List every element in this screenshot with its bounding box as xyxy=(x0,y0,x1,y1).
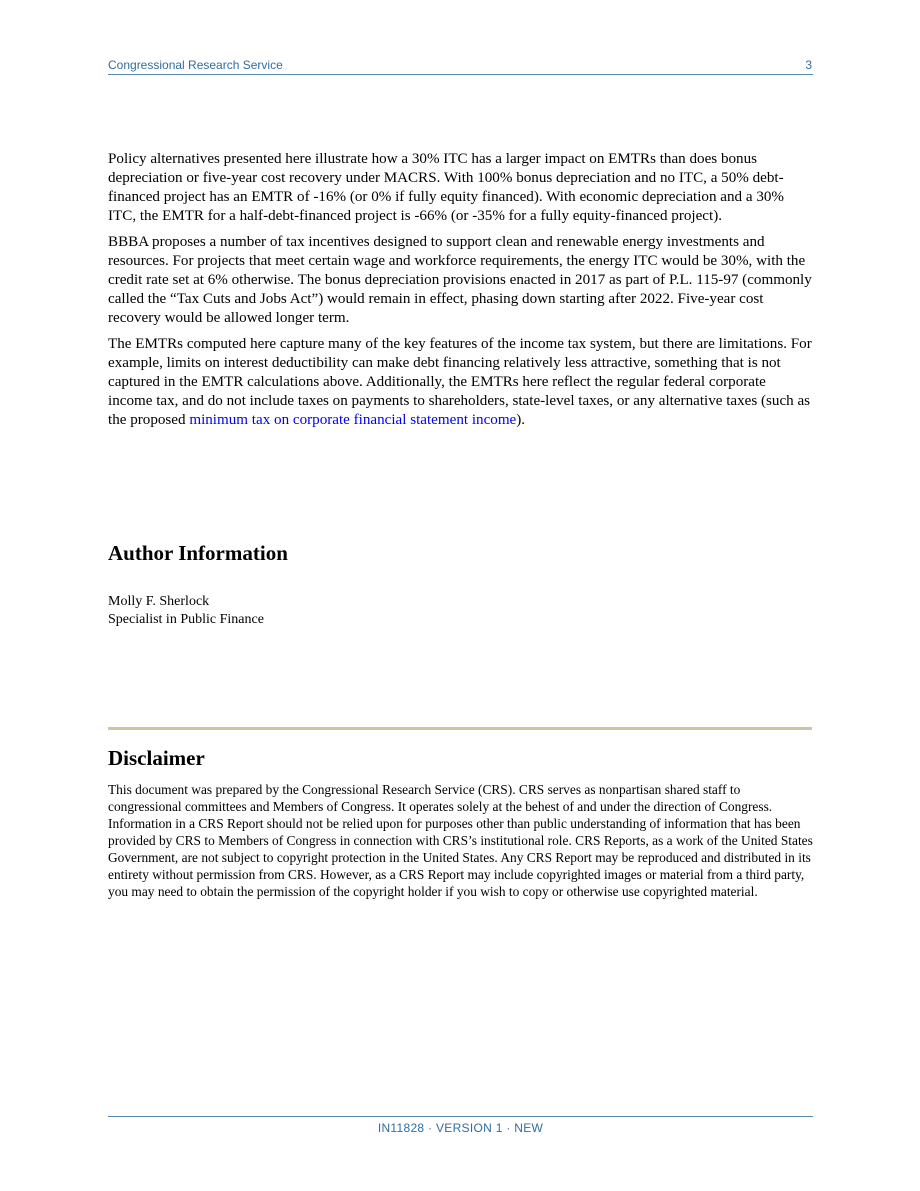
header-org-name: Congressional Research Service xyxy=(108,58,283,72)
paragraph-bbba-incentives: BBBA proposes a number of tax incentives designed to support clean and renewable energy investments and resources. For projects that meet certain wage and workforce requirements, the energy ITC would be 30%, with the credit rate set at 6% otherwise. The bonus depreciation provisions enacted in 2017 as part of P.L. 115-97 (commonly called the “Tax Cuts and Jobs Act”) would remain in effect, phasing down starting after 2022. Five-year cost recovery would be allowed longer term. xyxy=(108,234,812,326)
minimum-tax-link[interactable]: minimum tax on corporate financial statement income xyxy=(189,412,517,428)
paragraph-emtr-text-after-link: ). xyxy=(516,412,526,428)
section-divider xyxy=(108,727,812,730)
paragraph-emtr-limitations xyxy=(108,335,814,430)
disclaimer-text: This document was prepared by the Congressional Research Service (CRS). CRS serves as nonpartisan shared staff to congressional committees and Members of Congress. It operates solely at the behest of and under the direction of Congress. Information in a CRS Report should not be relied upon for purposes other than public understanding of information that has been provided by CRS to Members of Congress in connection with CRS’s institutional role. CRS Reports, as a work of the United States Government, are not subject to copyright protection in the United States. Any CRS Report may be reproduced and distributed in its entirety without permission from CRS. However, as a CRS Report may include copyrighted images or material from a third party, you may need to obtain the permission of the copyright holder if you wish to copy or otherwise use copyrighted material. xyxy=(108,782,813,899)
header-page-number: 3 xyxy=(805,58,812,72)
footer-document-id: IN11828 · VERSION 1 · NEW xyxy=(377,1121,544,1135)
footer-divider xyxy=(108,1116,813,1117)
author-block xyxy=(108,593,264,629)
body-text xyxy=(108,150,814,437)
author-information-heading: Author Information xyxy=(108,541,288,565)
page-header xyxy=(108,57,813,75)
disclaimer-heading: Disclaimer xyxy=(108,746,205,770)
author-title: Specialist in Public Finance xyxy=(108,612,264,627)
author-name: Molly F. Sherlock xyxy=(108,594,210,609)
paragraph-policy-alternatives: Policy alternatives presented here illustrate how a 30% ITC has a larger impact on EMTRs than does bonus depreciation or five-year cost recovery under MACRS. With 100% bonus depreciation and no ITC, a 50% debt-financed project has an EMTR of -16% (or 0% if fully equity financed). With economic depreciation and a 30% ITC, the EMTR for a half-debt-financed project is -66% (or -35% for a fully equity-financed project). xyxy=(108,151,785,224)
paragraph-emtr-text-before-link: The EMTRs computed here capture many of the key features of the income tax system, but there are limitations. For example, limits on interest deductibility can make debt financing relatively less attractive, something that is not captured in the EMTR calculations above. Additionally, the EMTRs here reflect the regular federal corporate income tax, and do not include taxes on payments to shareholders, state-level taxes, or any alternative taxes (such as the proposed xyxy=(108,336,812,428)
